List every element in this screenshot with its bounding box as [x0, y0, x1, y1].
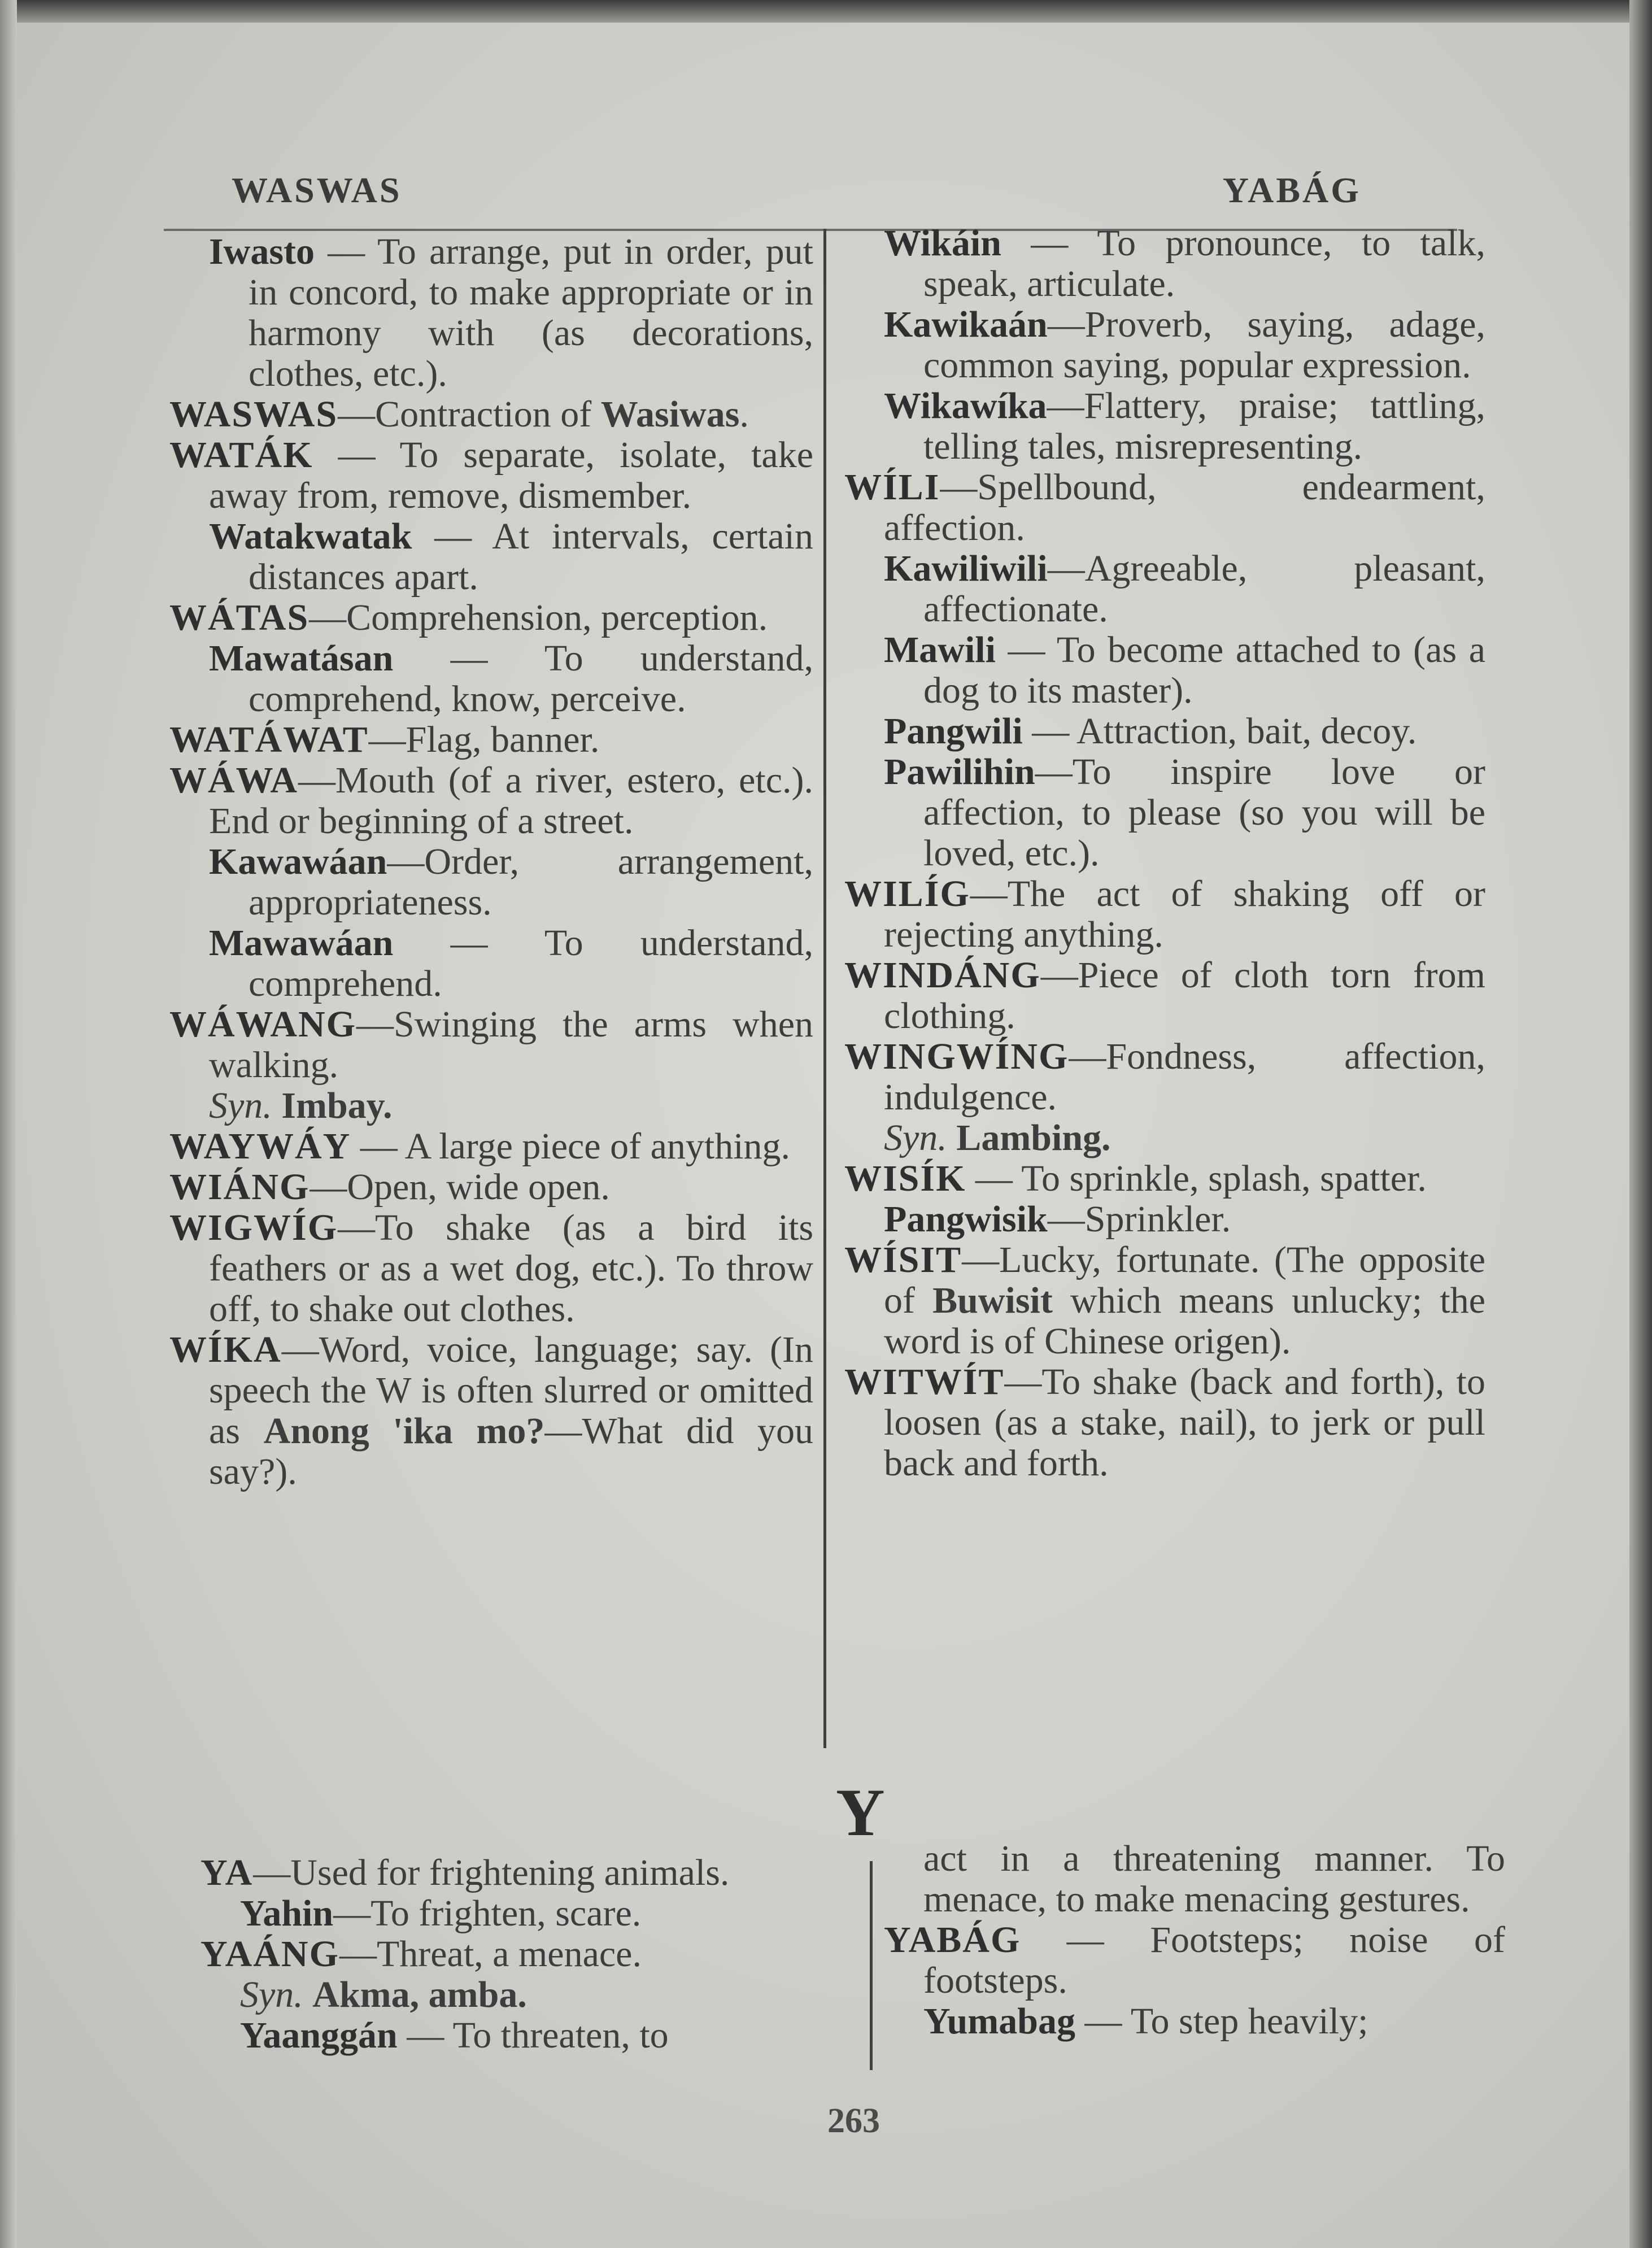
- dictionary-entry: [200, 1933, 850, 1975]
- entry-definition: To step heavily;: [1130, 2001, 1368, 2042]
- entry-headword: WATÁK: [169, 434, 313, 476]
- entry-definition: To frighten, scare.: [370, 1893, 642, 1934]
- entry-separator: —: [387, 841, 425, 882]
- entry-separator: —: [339, 1933, 377, 1975]
- entry-definition: Contraction of: [375, 394, 601, 435]
- left-column: [169, 232, 813, 1492]
- dictionary-entry: [923, 1839, 1505, 1920]
- entry-separator: —: [338, 1207, 376, 1248]
- entry-separator: —: [995, 629, 1057, 670]
- running-head-left: WASWAS: [232, 170, 402, 210]
- entry-headword: Iwasto: [209, 231, 315, 272]
- entry-separator: —: [333, 1893, 371, 1934]
- entry-definition: The act of shaking off or rejecting anything.: [884, 873, 1485, 955]
- entry-headword: Yumabag: [923, 2001, 1075, 2042]
- page-top-edge: [0, 0, 1652, 23]
- entry-headword: Kawikaán: [884, 304, 1048, 345]
- entry-separator: —: [313, 434, 400, 476]
- entry-separator: —: [1047, 1199, 1085, 1240]
- entry-separator: —: [970, 873, 1008, 914]
- entry-headword: WÁWANG: [169, 1004, 357, 1045]
- synonym-label: Syn.: [884, 1117, 947, 1158]
- entry-separator: —: [397, 2015, 453, 2056]
- entry-headword: Pawilihin: [884, 751, 1035, 792]
- entry-separator: —: [253, 1852, 291, 1893]
- entry-separator: —: [1001, 223, 1097, 264]
- lower-right-column: [884, 1839, 1505, 2042]
- lower-column-divider: [870, 1861, 873, 2070]
- entry-definition-bold: Anong 'ika mo?: [263, 1410, 545, 1452]
- synonym-value: Akma, amba.: [312, 1974, 527, 2015]
- entry-separator: —: [338, 394, 376, 435]
- entry-separator: —: [393, 638, 544, 679]
- entry-headword: WÁWA: [169, 760, 299, 801]
- entry-definition: Fondness, affection, indulgence.: [884, 1036, 1485, 1118]
- entry-headword: WITWÍT: [844, 1361, 1005, 1402]
- entry-headword: Kawiliwili: [884, 548, 1048, 589]
- entry-definition: At intervals, certain distances apart.: [249, 516, 814, 598]
- entry-definition: To threaten, to: [452, 2015, 669, 2056]
- entry-headword: WÍKA: [169, 1329, 282, 1370]
- dictionary-entry: [240, 1975, 850, 2015]
- dictionary-entry: [884, 223, 1486, 304]
- entry-headword: WISÍK: [844, 1158, 966, 1199]
- dictionary-entry: [169, 760, 813, 842]
- page-right-edge: [1629, 0, 1652, 2248]
- dictionary-entry: [169, 394, 813, 435]
- dictionary-entry: [844, 1239, 1485, 1362]
- synonym-label: Syn.: [240, 1974, 303, 2015]
- lower-left-column: [200, 1853, 850, 2056]
- entry-definition: To become attached to (as a dog to its master).: [923, 629, 1485, 711]
- entry-separator: —: [298, 760, 336, 801]
- section-letter: Y: [836, 1775, 885, 1850]
- entry-headword: Yaanggán: [240, 2015, 398, 2056]
- dictionary-entry: [209, 1086, 813, 1126]
- entry-separator: —: [1047, 385, 1084, 426]
- entry-separator: —: [281, 1329, 319, 1370]
- entry-headword: WASWAS: [169, 394, 338, 435]
- dictionary-entry: [884, 385, 1485, 467]
- entry-definition-end: which means unlucky; the word is of Chinese origen).: [884, 1280, 1485, 1362]
- dictionary-entry: [884, 1199, 1485, 1240]
- entry-definition: A large piece of anything.: [404, 1126, 791, 1167]
- entry-headword: WINGWÍNG: [844, 1036, 1069, 1077]
- dictionary-entry: [169, 719, 813, 760]
- entry-headword: Mawawáan: [209, 922, 394, 964]
- entry-separator: —: [1069, 1036, 1106, 1077]
- entry-headword: YA: [200, 1852, 254, 1893]
- entry-separator: —: [1022, 711, 1077, 752]
- entry-separator: —: [351, 1126, 405, 1167]
- entry-definition: Comprehension, perception.: [346, 597, 768, 638]
- entry-separator: —: [1047, 548, 1085, 589]
- entry-separator: —: [1035, 751, 1073, 792]
- entry-headword: WIGWÍG: [169, 1207, 338, 1248]
- dictionary-entry: [169, 1166, 813, 1208]
- entry-headword: Watakwatak: [209, 516, 412, 557]
- entry-definition: Order, arrangement, appropriateness.: [249, 841, 813, 923]
- entry-definition: Sprinkler.: [1084, 1199, 1231, 1240]
- dictionary-entry: [844, 467, 1485, 548]
- dictionary-entry: [240, 1893, 850, 1934]
- dictionary-entry: [169, 434, 814, 516]
- entry-headword: Pangwili: [884, 711, 1023, 752]
- entry-separator: —: [1004, 1361, 1042, 1402]
- entry-definition: act in a threatening manner. To menace, to make menacing gestures.: [923, 1838, 1505, 1920]
- dictionary-entry: [844, 1036, 1485, 1118]
- dictionary-entry: [844, 1361, 1485, 1484]
- entry-separator: —: [966, 1158, 1022, 1199]
- entry-definition: Lucky, fortunate. (The opposite of: [884, 1239, 1485, 1321]
- entry-definition: Flattery, praise; tattling, telling tales, misrepresenting.: [923, 385, 1485, 467]
- entry-definition: To separate, isolate, take away from, remove, dismember.: [209, 434, 814, 516]
- page-left-edge: [0, 0, 17, 2248]
- entry-headword: Wikawíka: [884, 385, 1047, 426]
- dictionary-entry: [844, 955, 1485, 1036]
- entry-separator: —: [310, 1166, 347, 1208]
- dictionary-entry: [884, 1118, 1485, 1158]
- entry-separator: —: [393, 922, 544, 964]
- entry-headword: WILÍG: [844, 873, 970, 914]
- entry-headword: WAYWÁY: [169, 1126, 351, 1167]
- dictionary-entry: [169, 1329, 814, 1492]
- entry-definition: To arrange, put in order, put in concord, to make appropriate or in harmony with (as decorations, clothes, etc.).: [249, 231, 813, 394]
- entry-definition-end: —What did you say?).: [209, 1410, 814, 1492]
- dictionary-entry: [209, 922, 814, 1004]
- synonym-value: Lambing.: [956, 1117, 1111, 1158]
- entry-separator: —: [940, 467, 978, 508]
- dictionary-entry: [844, 1158, 1485, 1199]
- entry-headword: Kawawáan: [209, 841, 387, 882]
- entry-headword: WÍLI: [844, 467, 940, 508]
- entry-definition: Swinging the arms when walking.: [209, 1004, 813, 1086]
- entry-definition: Spellbound, endearment, affection.: [884, 467, 1485, 548]
- dictionary-entry: [209, 516, 814, 598]
- dictionary-entry: [884, 711, 1485, 752]
- entry-definition-bold: Buwisit: [932, 1280, 1053, 1321]
- entry-separator: —: [356, 1004, 394, 1045]
- dictionary-entry: [884, 548, 1485, 630]
- entry-headword: WÍSIT: [844, 1239, 962, 1280]
- dictionary-entry: [169, 1207, 813, 1330]
- dictionary-entry: [169, 1126, 813, 1167]
- dictionary-entry: [209, 231, 813, 394]
- dictionary-entry: [884, 304, 1485, 386]
- entry-definition-bold: Wasiwas: [600, 394, 740, 435]
- entry-definition: To understand, comprehend.: [249, 922, 814, 1004]
- dictionary-entry: [169, 597, 813, 638]
- dictionary-entry: [209, 841, 813, 923]
- entry-definition: To sprinkle, splash, spatter.: [1021, 1158, 1427, 1199]
- entry-definition: To shake (back and forth), to loosen (as a stake, nail), to jerk or pull back and forth.: [884, 1361, 1485, 1484]
- entry-headword: WIÁNG: [169, 1166, 310, 1208]
- entry-definition: To pronounce, to talk, speak, articulate.: [923, 223, 1486, 304]
- entry-headword: YABÁG: [884, 1919, 1021, 1961]
- running-head-right: YABÁG: [1222, 170, 1361, 210]
- entry-definition: Word, voice, language; say. (In speech the W is often slurred or omitted as: [209, 1329, 813, 1452]
- entry-headword: Mawili: [884, 629, 996, 670]
- entry-separator: —: [368, 719, 406, 760]
- entry-definition: Attraction, bait, decoy.: [1076, 711, 1417, 752]
- dictionary-entry: [844, 873, 1485, 955]
- dictionary-entry: [209, 638, 814, 720]
- entry-definition: To inspire love or affection, to please (so you will be loved, etc.).: [923, 751, 1485, 874]
- entry-definition: To understand, comprehend, know, perceive.: [249, 638, 814, 720]
- entry-definition: Piece of cloth torn from clothing.: [884, 955, 1485, 1036]
- entry-headword: Yahin: [240, 1893, 334, 1934]
- entry-separator: —: [309, 597, 347, 638]
- synonym-value: Imbay.: [281, 1085, 393, 1126]
- dictionary-entry: [884, 629, 1485, 711]
- entry-separator: —: [962, 1239, 1000, 1280]
- dictionary-entry: [200, 1852, 850, 1893]
- entry-definition: Used for frightening animals.: [290, 1852, 730, 1893]
- entry-separator: —: [315, 231, 378, 272]
- page-number: 263: [827, 2102, 880, 2140]
- right-column: [844, 223, 1485, 1484]
- entry-definition: Flag, banner.: [406, 719, 600, 760]
- entry-separator: —: [412, 516, 492, 557]
- entry-headword: WÁTAS: [169, 597, 310, 638]
- entry-definition: Threat, a menace.: [376, 1933, 642, 1975]
- entry-definition: To shake (as a bird its feathers or as a wet dog, etc.). To throw off, to shake out clothes.: [209, 1207, 813, 1330]
- dictionary-entry: [240, 2015, 850, 2056]
- entry-definition: Open, wide open.: [347, 1166, 610, 1208]
- entry-definition: Mouth (of a river, estero, etc.). End or beginning of a street.: [209, 760, 813, 842]
- entry-separator: —: [1075, 2001, 1131, 2042]
- entry-headword: Mawatásan: [209, 638, 394, 679]
- entry-headword: WATÁWAT: [169, 719, 369, 760]
- entry-headword: Wikáin: [884, 223, 1001, 264]
- synonym-label: Syn.: [209, 1085, 272, 1126]
- entry-separator: —: [1040, 955, 1078, 996]
- entry-definition: Proverb, saying, adage, common saying, popular expression.: [923, 304, 1485, 386]
- entry-definition-end: .: [739, 394, 749, 435]
- entry-definition: Footsteps; noise of footsteps.: [923, 1919, 1505, 2001]
- entry-headword: WINDÁNG: [844, 955, 1041, 996]
- entry-separator: —: [1047, 304, 1085, 345]
- entry-separator: —: [1021, 1919, 1150, 1961]
- entry-definition: Agreeable, pleasant, affectionate.: [923, 548, 1485, 630]
- dictionary-entry: [884, 1919, 1505, 2001]
- entry-headword: Pangwisik: [884, 1199, 1048, 1240]
- entry-headword: YAÁNG: [200, 1933, 339, 1975]
- dictionary-entry: [169, 1004, 813, 1086]
- column-divider: [823, 229, 826, 1748]
- dictionary-entry: [923, 2001, 1505, 2042]
- dictionary-entry: [884, 751, 1485, 874]
